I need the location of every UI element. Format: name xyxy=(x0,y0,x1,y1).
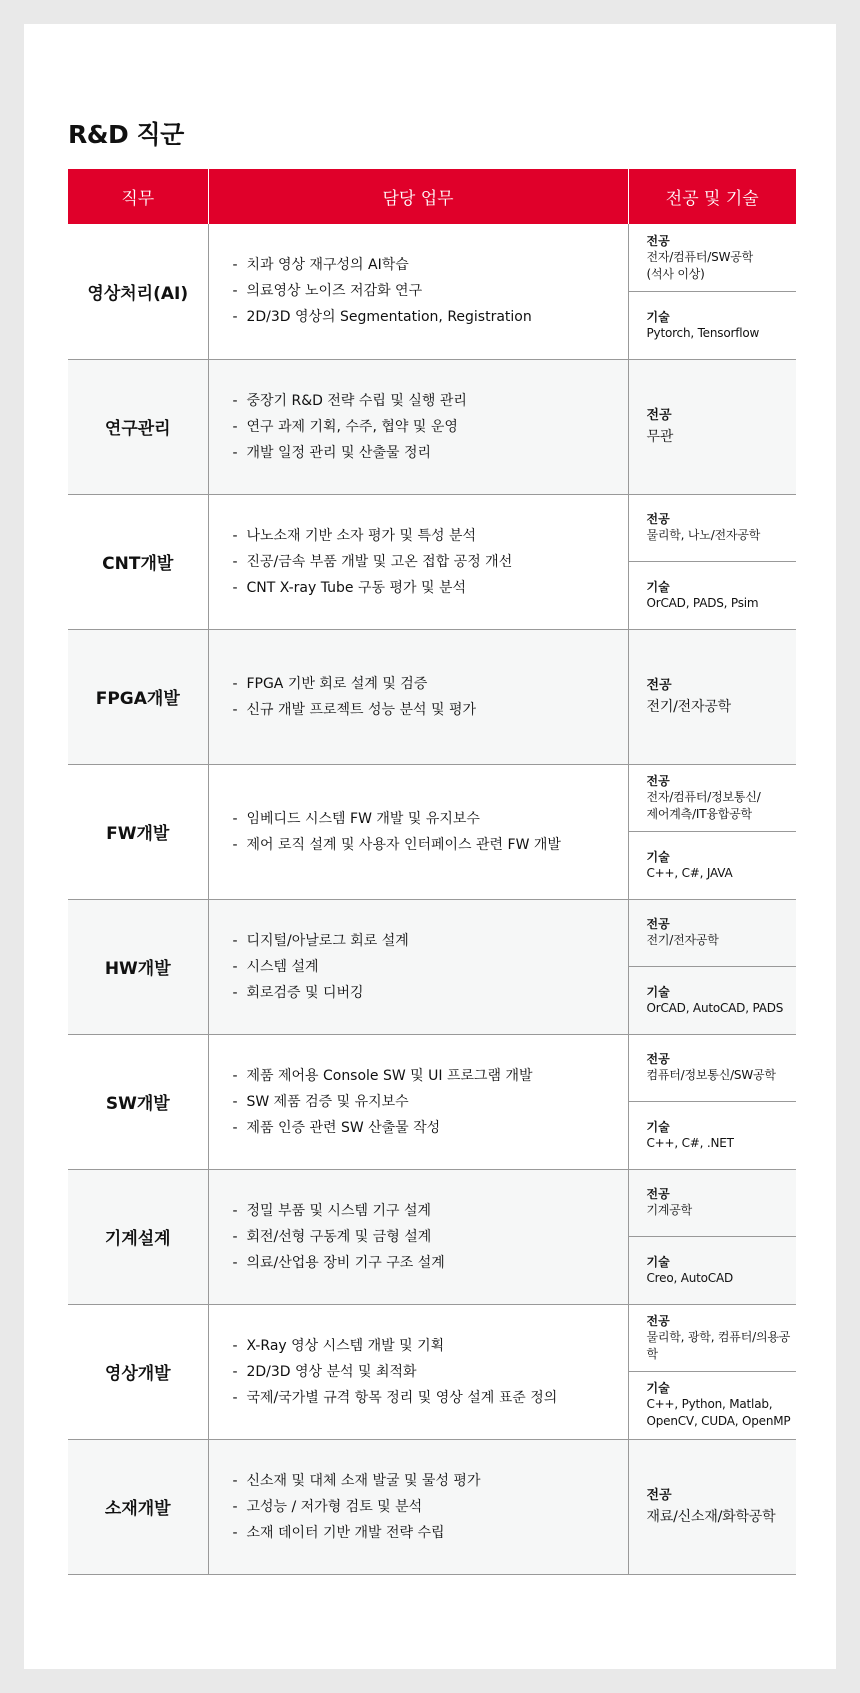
job-title: 기계설계 xyxy=(68,1169,208,1304)
duty-item: - X-Ray 영상 시스템 개발 및 기획 xyxy=(233,1333,628,1359)
major-value: 물리학, 나노/전자공학 xyxy=(646,528,761,543)
major-value: 물리학, 광학, 컴퓨터/의용공학 xyxy=(646,1329,791,1361)
duties-list xyxy=(233,671,628,723)
duty-item: - 치과 영상 재구성의 AI학습 xyxy=(233,252,628,278)
major-label: 전공 xyxy=(646,233,670,248)
major-label: 전공 xyxy=(646,1052,670,1067)
header-job: 직무 xyxy=(68,169,208,224)
major-label: 전공 xyxy=(646,1187,670,1202)
major-label: 전공 xyxy=(646,407,672,423)
major-value: 재료/신소재/화학공학 xyxy=(646,1508,776,1525)
skills-cell xyxy=(628,1439,796,1574)
duties-list xyxy=(233,806,628,858)
major-label: 전공 xyxy=(646,512,670,527)
skills-wrap xyxy=(629,1305,797,1439)
skill-label: 기술 xyxy=(646,984,670,999)
duty-item: - 제어 로직 설계 및 사용자 인터페이스 관련 FW 개발 xyxy=(233,832,628,858)
table-row xyxy=(68,899,796,1034)
duties-cell xyxy=(208,899,628,1034)
major-label: 전공 xyxy=(646,677,672,693)
skill-block xyxy=(629,831,797,899)
skills-wrap xyxy=(629,1440,797,1574)
major-block xyxy=(629,224,797,291)
job-title: HW개발 xyxy=(68,899,208,1034)
duty-item: - 시스템 설계 xyxy=(233,954,628,980)
major-value: 전기/전자공학 xyxy=(646,933,719,948)
skills-cell xyxy=(628,1304,796,1439)
major-block xyxy=(629,900,797,967)
duty-item: - 신규 개발 프로젝트 성능 분석 및 평가 xyxy=(233,697,628,723)
major-block xyxy=(629,1440,797,1574)
skill-label: 기술 xyxy=(646,849,670,864)
skill-label: 기술 xyxy=(646,309,670,324)
duty-item: - CNT X-ray Tube 구동 평가 및 분석 xyxy=(233,575,628,601)
skill-block xyxy=(629,1101,797,1169)
major-label: 전공 xyxy=(646,1313,670,1328)
duties-cell xyxy=(208,629,628,764)
duty-item: - 디지털/아날로그 회로 설계 xyxy=(233,928,628,954)
major-value: 전자/컴퓨터/정보통신/ 제어계측/IT융합공학 xyxy=(646,789,761,821)
duties-cell xyxy=(208,494,628,629)
duties-list xyxy=(233,252,628,330)
duty-item: - 2D/3D 영상 분석 및 최적화 xyxy=(233,1359,628,1385)
skill-value: OrCAD, PADS, Psim xyxy=(646,595,759,610)
major-block xyxy=(629,360,797,494)
duty-item: - 고성능 / 저가형 검토 및 분석 xyxy=(233,1494,628,1520)
duties-cell xyxy=(208,1169,628,1304)
job-title: 소재개발 xyxy=(68,1439,208,1574)
header-skills: 전공 및 기술 xyxy=(628,169,796,224)
table-row xyxy=(68,224,796,359)
skill-value: OrCAD, AutoCAD, PADS xyxy=(646,1000,784,1015)
header-duties: 담당 업무 xyxy=(208,169,628,224)
duty-item: - 임베디드 시스템 FW 개발 및 유지보수 xyxy=(233,806,628,832)
skill-value: C++, Python, Matlab, OpenCV, CUDA, OpenMP xyxy=(646,1397,791,1429)
skills-wrap xyxy=(629,495,797,629)
table-row xyxy=(68,1439,796,1574)
duties-cell xyxy=(208,1034,628,1169)
skills-wrap xyxy=(629,360,797,494)
skill-value: Pytorch, Tensorflow xyxy=(646,325,760,340)
skill-block xyxy=(629,561,797,629)
skill-value: C++, C#, JAVA xyxy=(646,865,733,880)
table-row xyxy=(68,629,796,764)
job-title: FW개발 xyxy=(68,764,208,899)
job-title: 영상개발 xyxy=(68,1304,208,1439)
table-row xyxy=(68,1304,796,1439)
duty-item: - 의료/산업용 장비 기구 구조 설계 xyxy=(233,1250,628,1276)
skill-block xyxy=(629,291,797,359)
skill-value: C++, C#, .NET xyxy=(646,1135,734,1150)
table-row xyxy=(68,1169,796,1304)
duties-list xyxy=(233,388,628,466)
skills-wrap xyxy=(629,224,797,358)
duties-list xyxy=(233,1063,628,1141)
major-block xyxy=(629,1035,797,1102)
duty-item: - 정밀 부품 및 시스템 기구 설계 xyxy=(233,1198,628,1224)
duty-item: - 소재 데이터 기반 개발 전략 수립 xyxy=(233,1520,628,1546)
job-title: CNT개발 xyxy=(68,494,208,629)
table-row xyxy=(68,494,796,629)
duties-list xyxy=(233,1198,628,1276)
skills-cell xyxy=(628,764,796,899)
major-value: 무관 xyxy=(646,428,674,445)
duty-item: - 2D/3D 영상의 Segmentation, Registration xyxy=(233,304,628,330)
major-label: 전공 xyxy=(646,1487,672,1503)
duty-item: - 제품 인증 관련 SW 산출물 작성 xyxy=(233,1115,628,1141)
job-title: 연구관리 xyxy=(68,359,208,494)
duty-item: - FPGA 기반 회로 설계 및 검증 xyxy=(233,671,628,697)
major-block xyxy=(629,630,797,764)
skills-wrap xyxy=(629,765,797,899)
duty-item: - 진공/금속 부품 개발 및 고온 접합 공정 개선 xyxy=(233,549,628,575)
duty-item: - 신소재 및 대체 소재 발굴 및 물성 평가 xyxy=(233,1468,628,1494)
duty-item: - 개발 일정 관리 및 산출물 정리 xyxy=(233,440,628,466)
major-block xyxy=(629,765,797,832)
major-label: 전공 xyxy=(646,773,670,788)
major-label: 전공 xyxy=(646,917,670,932)
content-card xyxy=(24,24,836,1669)
skill-label: 기술 xyxy=(646,1381,670,1396)
duties-list xyxy=(233,928,628,1006)
duties-list xyxy=(233,523,628,601)
table-header-row xyxy=(68,169,796,224)
duties-cell xyxy=(208,359,628,494)
duties-list xyxy=(233,1333,628,1411)
duty-item: - 국제/국가별 규격 항목 정리 및 영상 설계 표준 정의 xyxy=(233,1385,628,1411)
duties-cell xyxy=(208,764,628,899)
skills-wrap xyxy=(629,900,797,1034)
skill-label: 기술 xyxy=(646,579,670,594)
major-value: 컴퓨터/정보통신/SW공학 xyxy=(646,1068,776,1083)
duties-cell xyxy=(208,1304,628,1439)
skills-cell xyxy=(628,224,796,359)
major-block xyxy=(629,1305,797,1372)
duty-item: - 제품 제어용 Console SW 및 UI 프로그램 개발 xyxy=(233,1063,628,1089)
major-block xyxy=(629,1170,797,1237)
skills-wrap xyxy=(629,630,797,764)
skills-cell xyxy=(628,629,796,764)
job-title: SW개발 xyxy=(68,1034,208,1169)
skills-wrap xyxy=(629,1170,797,1304)
duty-item: - 나노소재 기반 소자 평가 및 특성 분석 xyxy=(233,523,628,549)
skills-cell xyxy=(628,1169,796,1304)
duty-item: - 연구 과제 기획, 수주, 협약 및 운영 xyxy=(233,414,628,440)
skills-cell xyxy=(628,899,796,1034)
skills-cell xyxy=(628,494,796,629)
skill-block xyxy=(629,966,797,1034)
table-row xyxy=(68,359,796,494)
duty-item: - 회로검증 및 디버깅 xyxy=(233,980,628,1006)
major-block xyxy=(629,495,797,562)
skills-cell xyxy=(628,359,796,494)
duties-list xyxy=(233,1468,628,1546)
duties-cell xyxy=(208,224,628,359)
major-value: 기계공학 xyxy=(646,1203,693,1218)
duty-item: - 의료영상 노이즈 저감화 연구 xyxy=(233,278,628,304)
duty-item: - 회전/선형 구동계 및 금형 설계 xyxy=(233,1224,628,1250)
page-title: R&D 직군 xyxy=(68,120,184,149)
job-table xyxy=(68,169,796,1575)
skill-label: 기술 xyxy=(646,1119,670,1134)
skills-cell xyxy=(628,1034,796,1169)
skill-block xyxy=(629,1371,797,1439)
skills-wrap xyxy=(629,1035,797,1169)
job-title: FPGA개발 xyxy=(68,629,208,764)
skill-label: 기술 xyxy=(646,1254,670,1269)
duties-cell xyxy=(208,1439,628,1574)
duty-item: - 중장기 R&D 전략 수립 및 실행 관리 xyxy=(233,388,628,414)
table-row xyxy=(68,1034,796,1169)
table-body xyxy=(68,224,796,1574)
duty-item: - SW 제품 검증 및 유지보수 xyxy=(233,1089,628,1115)
skill-block xyxy=(629,1236,797,1304)
table-row xyxy=(68,764,796,899)
job-title: 영상처리(AI) xyxy=(68,224,208,359)
skill-value: Creo, AutoCAD xyxy=(646,1270,733,1285)
major-value: 전기/전자공학 xyxy=(646,698,731,715)
major-value: 전자/컴퓨터/SW공학 (석사 이상) xyxy=(646,249,754,281)
